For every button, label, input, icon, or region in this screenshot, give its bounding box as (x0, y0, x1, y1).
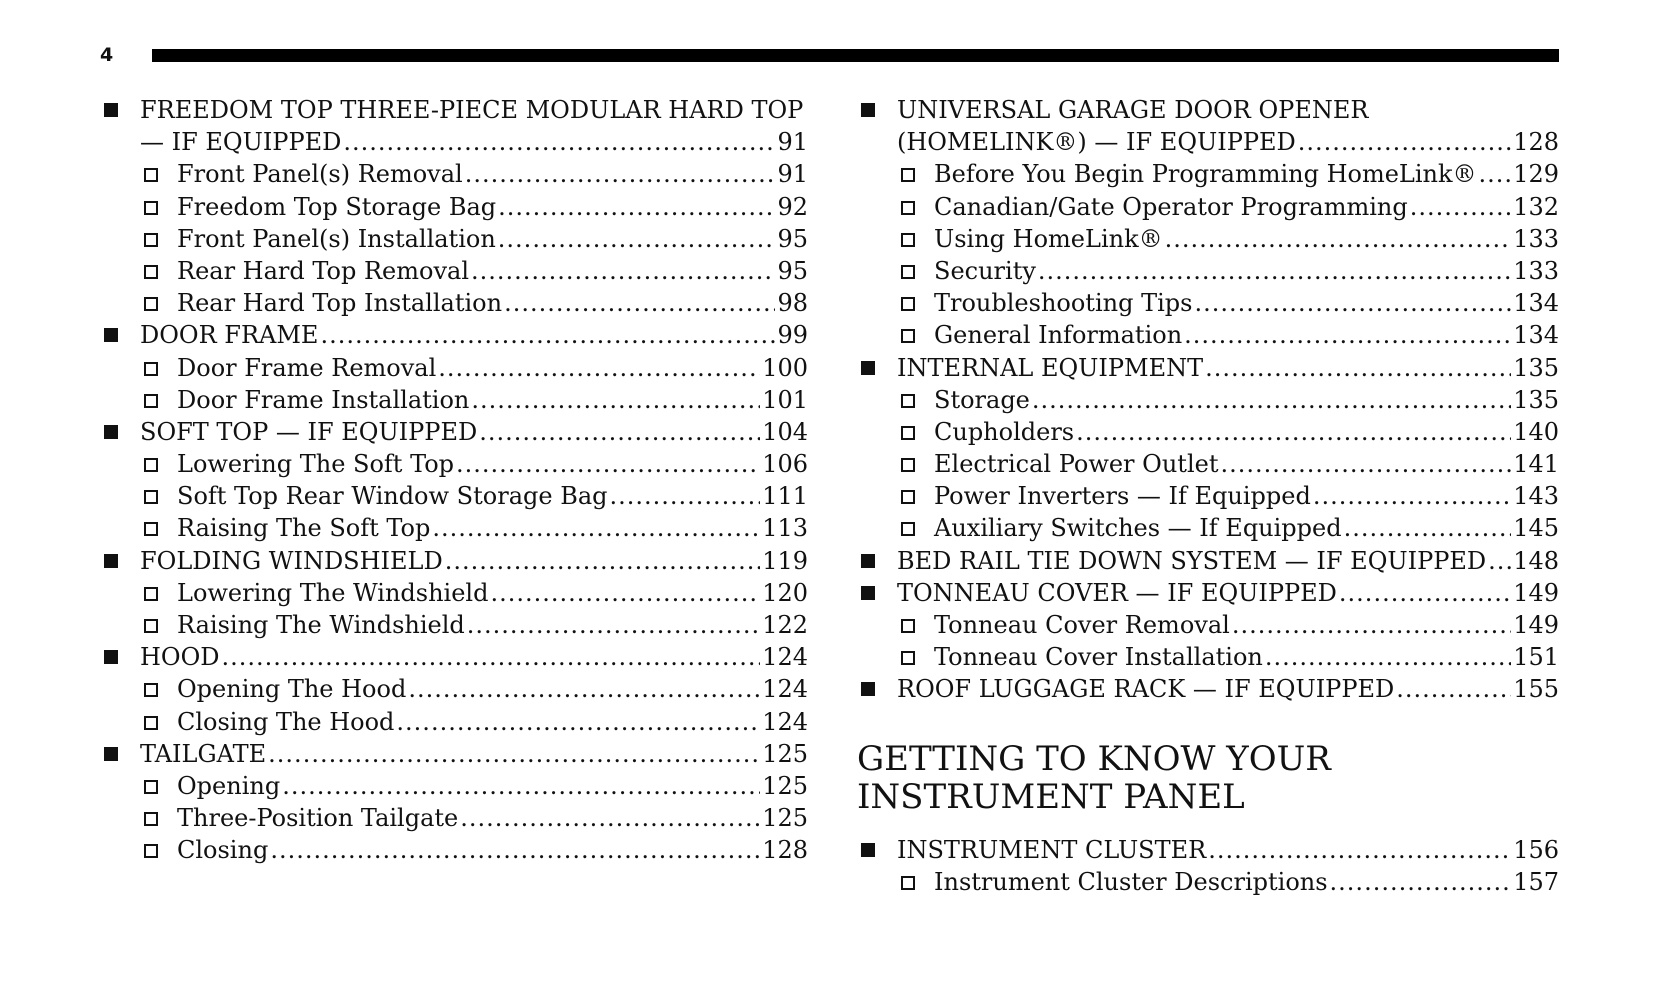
toc-label: Electrical Power Outlet (934, 450, 1219, 479)
hollow-square-bullet-icon (144, 458, 158, 472)
toc-page-number: 124 (762, 643, 808, 672)
toc-page-number: 134 (1513, 289, 1559, 318)
toc-subentry[interactable] (857, 319, 1559, 351)
toc-subentry[interactable] (857, 609, 1559, 641)
dot-leader (432, 512, 760, 544)
filled-square-bullet-icon (861, 361, 875, 375)
dot-leader (1313, 480, 1511, 512)
toc-label: Security (934, 256, 1036, 285)
toc-page-number: 133 (1513, 224, 1559, 253)
toc-subentry[interactable] (857, 416, 1559, 448)
hollow-square-bullet-icon (901, 201, 915, 215)
toc-label: Closing The Hood (177, 707, 395, 736)
toc-label: Instrument Cluster Descriptions (934, 867, 1328, 896)
toc-label: HOOD (140, 643, 220, 672)
dot-leader (1194, 287, 1511, 319)
filled-square-bullet-icon (104, 425, 118, 439)
hollow-square-bullet-icon (144, 716, 158, 730)
dot-leader (396, 706, 760, 738)
dot-leader (456, 448, 760, 480)
toc-label: Tonneau Cover Removal (934, 611, 1230, 639)
hollow-square-bullet-icon (901, 233, 915, 247)
toc-subentry[interactable] (100, 158, 808, 190)
hollow-square-bullet-icon (901, 458, 915, 472)
dot-leader (490, 577, 760, 609)
hollow-square-bullet-icon (144, 362, 158, 376)
dot-leader (1184, 319, 1511, 351)
dot-leader (1488, 545, 1511, 577)
toc-label: Soft Top Rear Window Storage Bag (177, 482, 608, 511)
toc-page-number: 128 (1513, 128, 1559, 157)
dot-leader (1208, 834, 1511, 866)
dot-leader (465, 158, 776, 190)
hollow-square-bullet-icon (901, 426, 915, 440)
toc-page-number: 134 (1513, 321, 1559, 350)
dot-leader (1205, 352, 1511, 384)
toc-label: Before You Begin Programming HomeLink® (934, 160, 1477, 189)
toc-label: Auxiliary Switches — If Equipped (934, 514, 1342, 543)
dot-leader (268, 738, 760, 770)
toc-subentry[interactable] (100, 287, 808, 319)
toc-subentry[interactable] (100, 706, 808, 738)
toc-subentry[interactable] (857, 512, 1559, 544)
hollow-square-bullet-icon (901, 490, 915, 504)
dot-leader (467, 609, 760, 641)
toc-right-column (857, 94, 1559, 898)
hollow-square-bullet-icon (144, 844, 158, 858)
hollow-square-bullet-icon (144, 265, 158, 279)
filled-square-bullet-icon (861, 586, 875, 600)
section-heading: GETTING TO KNOW YOUR INSTRUMENT PANEL (857, 738, 1331, 817)
toc-page-number: 156 (1513, 835, 1559, 864)
hollow-square-bullet-icon (144, 297, 158, 311)
toc-page-number: 95 (777, 224, 808, 253)
toc-subentry[interactable] (100, 384, 808, 416)
dot-leader (1232, 609, 1511, 641)
toc-label: Canadian/Gate Operator Programming (934, 192, 1408, 221)
hollow-square-bullet-icon (144, 201, 158, 215)
toc-label: General Information (934, 321, 1183, 350)
toc-page-number: 120 (762, 578, 808, 607)
dot-leader (498, 191, 775, 223)
dot-leader (1032, 384, 1511, 416)
toc-page-number: 95 (777, 256, 808, 285)
dot-leader (445, 545, 760, 577)
toc-page-number: 132 (1513, 192, 1559, 221)
toc-subentry[interactable] (100, 609, 808, 641)
dot-leader (282, 770, 760, 802)
toc-subentry[interactable] (100, 802, 808, 834)
toc-subentry[interactable] (857, 866, 1559, 898)
toc-page-number: 129 (1513, 160, 1559, 189)
toc-subentry[interactable] (100, 834, 808, 866)
dot-leader (222, 641, 761, 673)
toc-subentry[interactable] (100, 577, 808, 609)
toc-page-number: 135 (1513, 385, 1559, 414)
toc-page-number: 124 (762, 675, 808, 704)
toc-section-list (857, 834, 1559, 898)
hollow-square-bullet-icon (901, 876, 915, 890)
toc-label: TONNEAU COVER — IF EQUIPPED (897, 578, 1337, 607)
toc-subentry[interactable] (100, 480, 808, 512)
toc-label: Rear Hard Top Removal (177, 256, 469, 285)
hollow-square-bullet-icon (144, 522, 158, 536)
dot-leader (1038, 255, 1511, 287)
toc-label: Opening (177, 771, 281, 800)
toc-subentry[interactable] (100, 673, 808, 705)
toc-label: (HOMELINK®) — IF EQUIPPED (897, 128, 1296, 157)
toc-page-number: 125 (762, 771, 808, 800)
hollow-square-bullet-icon (901, 394, 915, 408)
toc-page-number: 155 (1513, 675, 1559, 704)
toc-label: UNIVERSAL GARAGE DOOR OPENER (897, 96, 1369, 124)
hollow-square-bullet-icon (144, 587, 158, 601)
toc-page-number: 140 (1513, 417, 1559, 446)
toc-label: FOLDING WINDSHIELD (140, 546, 443, 575)
toc-page-number: 106 (762, 450, 808, 479)
toc-page-number: 91 (777, 128, 808, 157)
toc-entry[interactable] (857, 673, 1559, 705)
toc-page-number: 125 (762, 739, 808, 768)
filled-square-bullet-icon (861, 103, 875, 117)
toc-label: Lowering The Soft Top (177, 450, 455, 479)
hollow-square-bullet-icon (144, 683, 158, 697)
toc-label: Closing (177, 836, 269, 865)
dot-leader (438, 352, 760, 384)
toc-page-number: 111 (762, 482, 808, 511)
toc-page-number: 149 (1513, 611, 1559, 639)
toc-entry[interactable] (100, 641, 808, 673)
toc-label: Power Inverters — If Equipped (934, 482, 1311, 511)
header-rule (152, 49, 1559, 62)
dot-leader (479, 416, 760, 448)
hollow-square-bullet-icon (144, 233, 158, 247)
toc-left-column (100, 94, 808, 867)
toc-subentry[interactable] (100, 770, 808, 802)
toc-label: Front Panel(s) Installation (177, 224, 496, 253)
toc-subentry[interactable] (857, 480, 1559, 512)
toc-subentry[interactable] (857, 448, 1559, 480)
toc-page-number: 143 (1513, 482, 1559, 511)
dot-leader (460, 802, 760, 834)
toc-label: Using HomeLink® (934, 224, 1163, 253)
dot-leader (408, 673, 760, 705)
toc-entry[interactable] (857, 577, 1559, 609)
toc-subentry[interactable] (857, 255, 1559, 287)
dot-leader (270, 834, 760, 866)
toc-label: Storage (934, 385, 1030, 414)
toc-page-number: 122 (762, 611, 808, 639)
toc-page-number: 128 (762, 836, 808, 865)
toc-subentry[interactable] (857, 287, 1559, 319)
hollow-square-bullet-icon (901, 522, 915, 536)
toc-label: ROOF LUGGAGE RACK — IF EQUIPPED (897, 675, 1395, 704)
filled-square-bullet-icon (861, 682, 875, 696)
toc-page-number: 104 (762, 417, 808, 446)
toc-subentry[interactable] (100, 255, 808, 287)
toc-label: Three-Position Tailgate (177, 804, 459, 833)
hollow-square-bullet-icon (144, 394, 158, 408)
toc-label: — IF EQUIPPED (140, 128, 342, 157)
dot-leader (343, 126, 775, 158)
toc-label: INTERNAL EQUIPMENT (897, 353, 1204, 382)
toc-subentry[interactable] (100, 512, 808, 544)
filled-square-bullet-icon (104, 747, 118, 761)
toc-page-number: 135 (1513, 353, 1559, 382)
toc-page-number: 119 (762, 546, 808, 575)
toc-label: Raising The Soft Top (177, 514, 431, 543)
filled-square-bullet-icon (104, 328, 118, 342)
toc-entry[interactable] (100, 319, 808, 351)
toc-label: INSTRUMENT CLUSTER (897, 835, 1207, 864)
toc-page-number: 141 (1513, 450, 1559, 479)
dot-leader (471, 255, 775, 287)
filled-square-bullet-icon (104, 103, 118, 117)
dot-leader (1298, 126, 1511, 158)
toc-entry[interactable] (857, 352, 1559, 384)
toc-page-number: 113 (762, 514, 808, 543)
toc-label: Rear Hard Top Installation (177, 289, 503, 318)
hollow-square-bullet-icon (144, 168, 158, 182)
toc-label: Tonneau Cover Installation (934, 643, 1263, 672)
toc-label: Lowering The Windshield (177, 578, 489, 607)
toc-label: TAILGATE (140, 739, 267, 768)
toc-page-number: 157 (1513, 867, 1559, 896)
toc-subentry[interactable] (100, 223, 808, 255)
hollow-square-bullet-icon (901, 619, 915, 633)
toc-subentry[interactable] (857, 158, 1559, 190)
dot-leader (1410, 191, 1511, 223)
toc-label: BED RAIL TIE DOWN SYSTEM — IF EQUIPPED (897, 546, 1487, 575)
toc-page-number: 151 (1513, 643, 1559, 672)
dot-leader (610, 480, 761, 512)
toc-label: FREEDOM TOP THREE-PIECE MODULAR HARD TOP (140, 96, 804, 124)
dot-leader (1339, 577, 1511, 609)
toc-page-number: 99 (777, 321, 808, 350)
hollow-square-bullet-icon (901, 329, 915, 343)
toc-right-list (857, 94, 1559, 706)
dot-leader (1265, 641, 1511, 673)
toc-label: Troubleshooting Tips (934, 289, 1193, 318)
dot-leader (1165, 223, 1512, 255)
toc-entry[interactable] (100, 94, 808, 126)
toc-label: Door Frame Installation (177, 385, 470, 414)
dot-leader (1396, 673, 1511, 705)
toc-entry[interactable] (857, 545, 1559, 577)
toc-entry[interactable] (857, 94, 1559, 126)
hollow-square-bullet-icon (144, 812, 158, 826)
toc-subentry[interactable] (857, 191, 1559, 223)
toc-label: SOFT TOP — IF EQUIPPED (140, 417, 478, 446)
toc-page-number: 133 (1513, 256, 1559, 285)
toc-subentry[interactable] (100, 448, 808, 480)
toc-label: Freedom Top Storage Bag (177, 192, 497, 221)
toc-entry[interactable] (100, 738, 808, 770)
dot-leader (504, 287, 775, 319)
dot-leader (471, 384, 760, 416)
hollow-square-bullet-icon (901, 297, 915, 311)
toc-entry[interactable] (100, 545, 808, 577)
toc-label: Front Panel(s) Removal (177, 160, 463, 189)
toc-entry[interactable] (100, 416, 808, 448)
toc-subentry[interactable] (100, 352, 808, 384)
toc-label: Door Frame Removal (177, 353, 437, 382)
toc-label: Cupholders (934, 417, 1075, 446)
toc-entry-continuation[interactable] (100, 126, 808, 158)
toc-subentry[interactable] (100, 191, 808, 223)
toc-entry[interactable] (857, 834, 1559, 866)
toc-page-number: 149 (1513, 578, 1559, 607)
toc-subentry[interactable] (857, 384, 1559, 416)
toc-page-number: 125 (762, 804, 808, 833)
dot-leader (498, 223, 776, 255)
toc-label: Opening The Hood (177, 675, 407, 704)
filled-square-bullet-icon (861, 843, 875, 857)
toc-label: DOOR FRAME (140, 321, 319, 350)
toc-label: Raising The Windshield (177, 611, 465, 639)
page-number: 4 (100, 44, 114, 66)
toc-subentry[interactable] (857, 641, 1559, 673)
dot-leader (320, 319, 775, 351)
hollow-square-bullet-icon (144, 780, 158, 794)
toc-subentry[interactable] (857, 223, 1559, 255)
dot-leader (1220, 448, 1511, 480)
toc-page-number: 92 (777, 192, 808, 221)
dot-leader (1479, 158, 1512, 190)
toc-page-number: 91 (777, 160, 808, 189)
dot-leader (1076, 416, 1511, 448)
hollow-square-bullet-icon (144, 490, 158, 504)
filled-square-bullet-icon (104, 650, 118, 664)
dot-leader (1330, 866, 1512, 898)
toc-page-number: 101 (762, 385, 808, 414)
hollow-square-bullet-icon (144, 619, 158, 633)
dot-leader (1344, 512, 1512, 544)
toc-page-number: 98 (777, 289, 808, 318)
toc-page-number: 148 (1513, 546, 1559, 575)
toc-page-number: 100 (762, 353, 808, 382)
filled-square-bullet-icon (104, 554, 118, 568)
toc-page-number: 124 (762, 707, 808, 736)
hollow-square-bullet-icon (901, 651, 915, 665)
filled-square-bullet-icon (861, 554, 875, 568)
hollow-square-bullet-icon (901, 168, 915, 182)
hollow-square-bullet-icon (901, 265, 915, 279)
toc-entry-continuation[interactable] (857, 126, 1559, 158)
toc-page-number: 145 (1513, 514, 1559, 543)
